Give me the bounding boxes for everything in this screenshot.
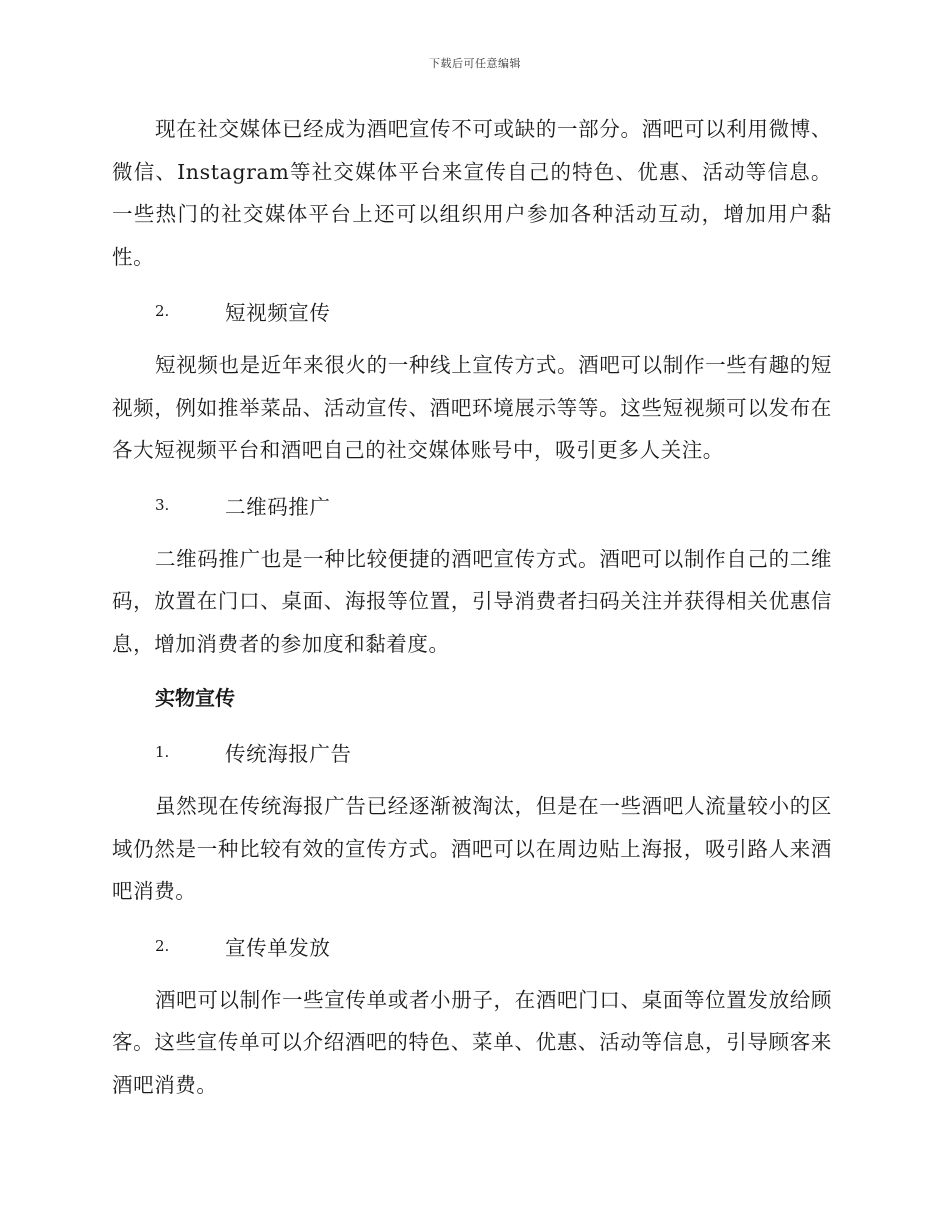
list-item-poster bbox=[112, 731, 832, 773]
paragraph-qr-code: 二维码推广也是一种比较便捷的酒吧宣传方式。酒吧可以制作自己的二维码，放置在门口、桌面、海报等位置，引导消费者扫码关注并获得相关优惠信息，增加消费者的参加度和黏着度。 bbox=[112, 546, 832, 656]
list-item-flyer bbox=[112, 925, 832, 967]
list-title: 短视频宣传 bbox=[225, 301, 331, 325]
header-note: 下载后可任意编辑 bbox=[429, 57, 521, 70]
paragraph-poster: 虽然现在传统海报广告已经逐渐被淘汰，但是在一些酒吧人流量较小的区域仍然是一种比较有效的宣传方式。酒吧可以在周边贴上海报，吸引路人来酒吧消费。 bbox=[112, 794, 832, 903]
list-item-short-video bbox=[112, 290, 832, 332]
list-number: 2. bbox=[155, 302, 170, 320]
list-title: 传统海报广告 bbox=[225, 742, 352, 766]
section-heading: 实物宣传 bbox=[155, 686, 235, 710]
list-title: 二维码推广 bbox=[225, 494, 331, 519]
paragraph-short-video: 短视频也是近年来很火的一种线上宣传方式。酒吧可以制作一些有趣的短视频，例如推举菜品、活动宣传、酒吧环境展示等等。这些短视频可以发布在各大短视频平台和酒吧自己的社交媒体账号中，吸引更多人关注。 bbox=[112, 353, 832, 462]
list-title: 宣传单发放 bbox=[225, 935, 331, 960]
list-number: 2. bbox=[155, 936, 170, 955]
list-item-qr-code bbox=[112, 484, 832, 526]
paragraph-flyer: 酒吧可以制作一些宣传单或者小册子，在酒吧门口、桌面等位置发放给顾客。这些宣传单可以介绍酒吧的特色、菜单、优惠、活动等信息，引导顾客来酒吧消费。 bbox=[112, 987, 832, 1097]
document-body bbox=[112, 108, 832, 1118]
paragraph-social-media: 现在社交媒体已经成为酒吧宣传不可或缺的一部分。酒吧可以利用微博、微信、Instagram等社交媒体平台来宣传自己的特色、优惠、活动等信息。一些热门的社交媒体平台上还可以组织用户参加各种活动互动，增加用户黏性。 bbox=[112, 117, 832, 269]
list-number: 3. bbox=[155, 495, 170, 514]
list-number: 1. bbox=[155, 743, 170, 761]
